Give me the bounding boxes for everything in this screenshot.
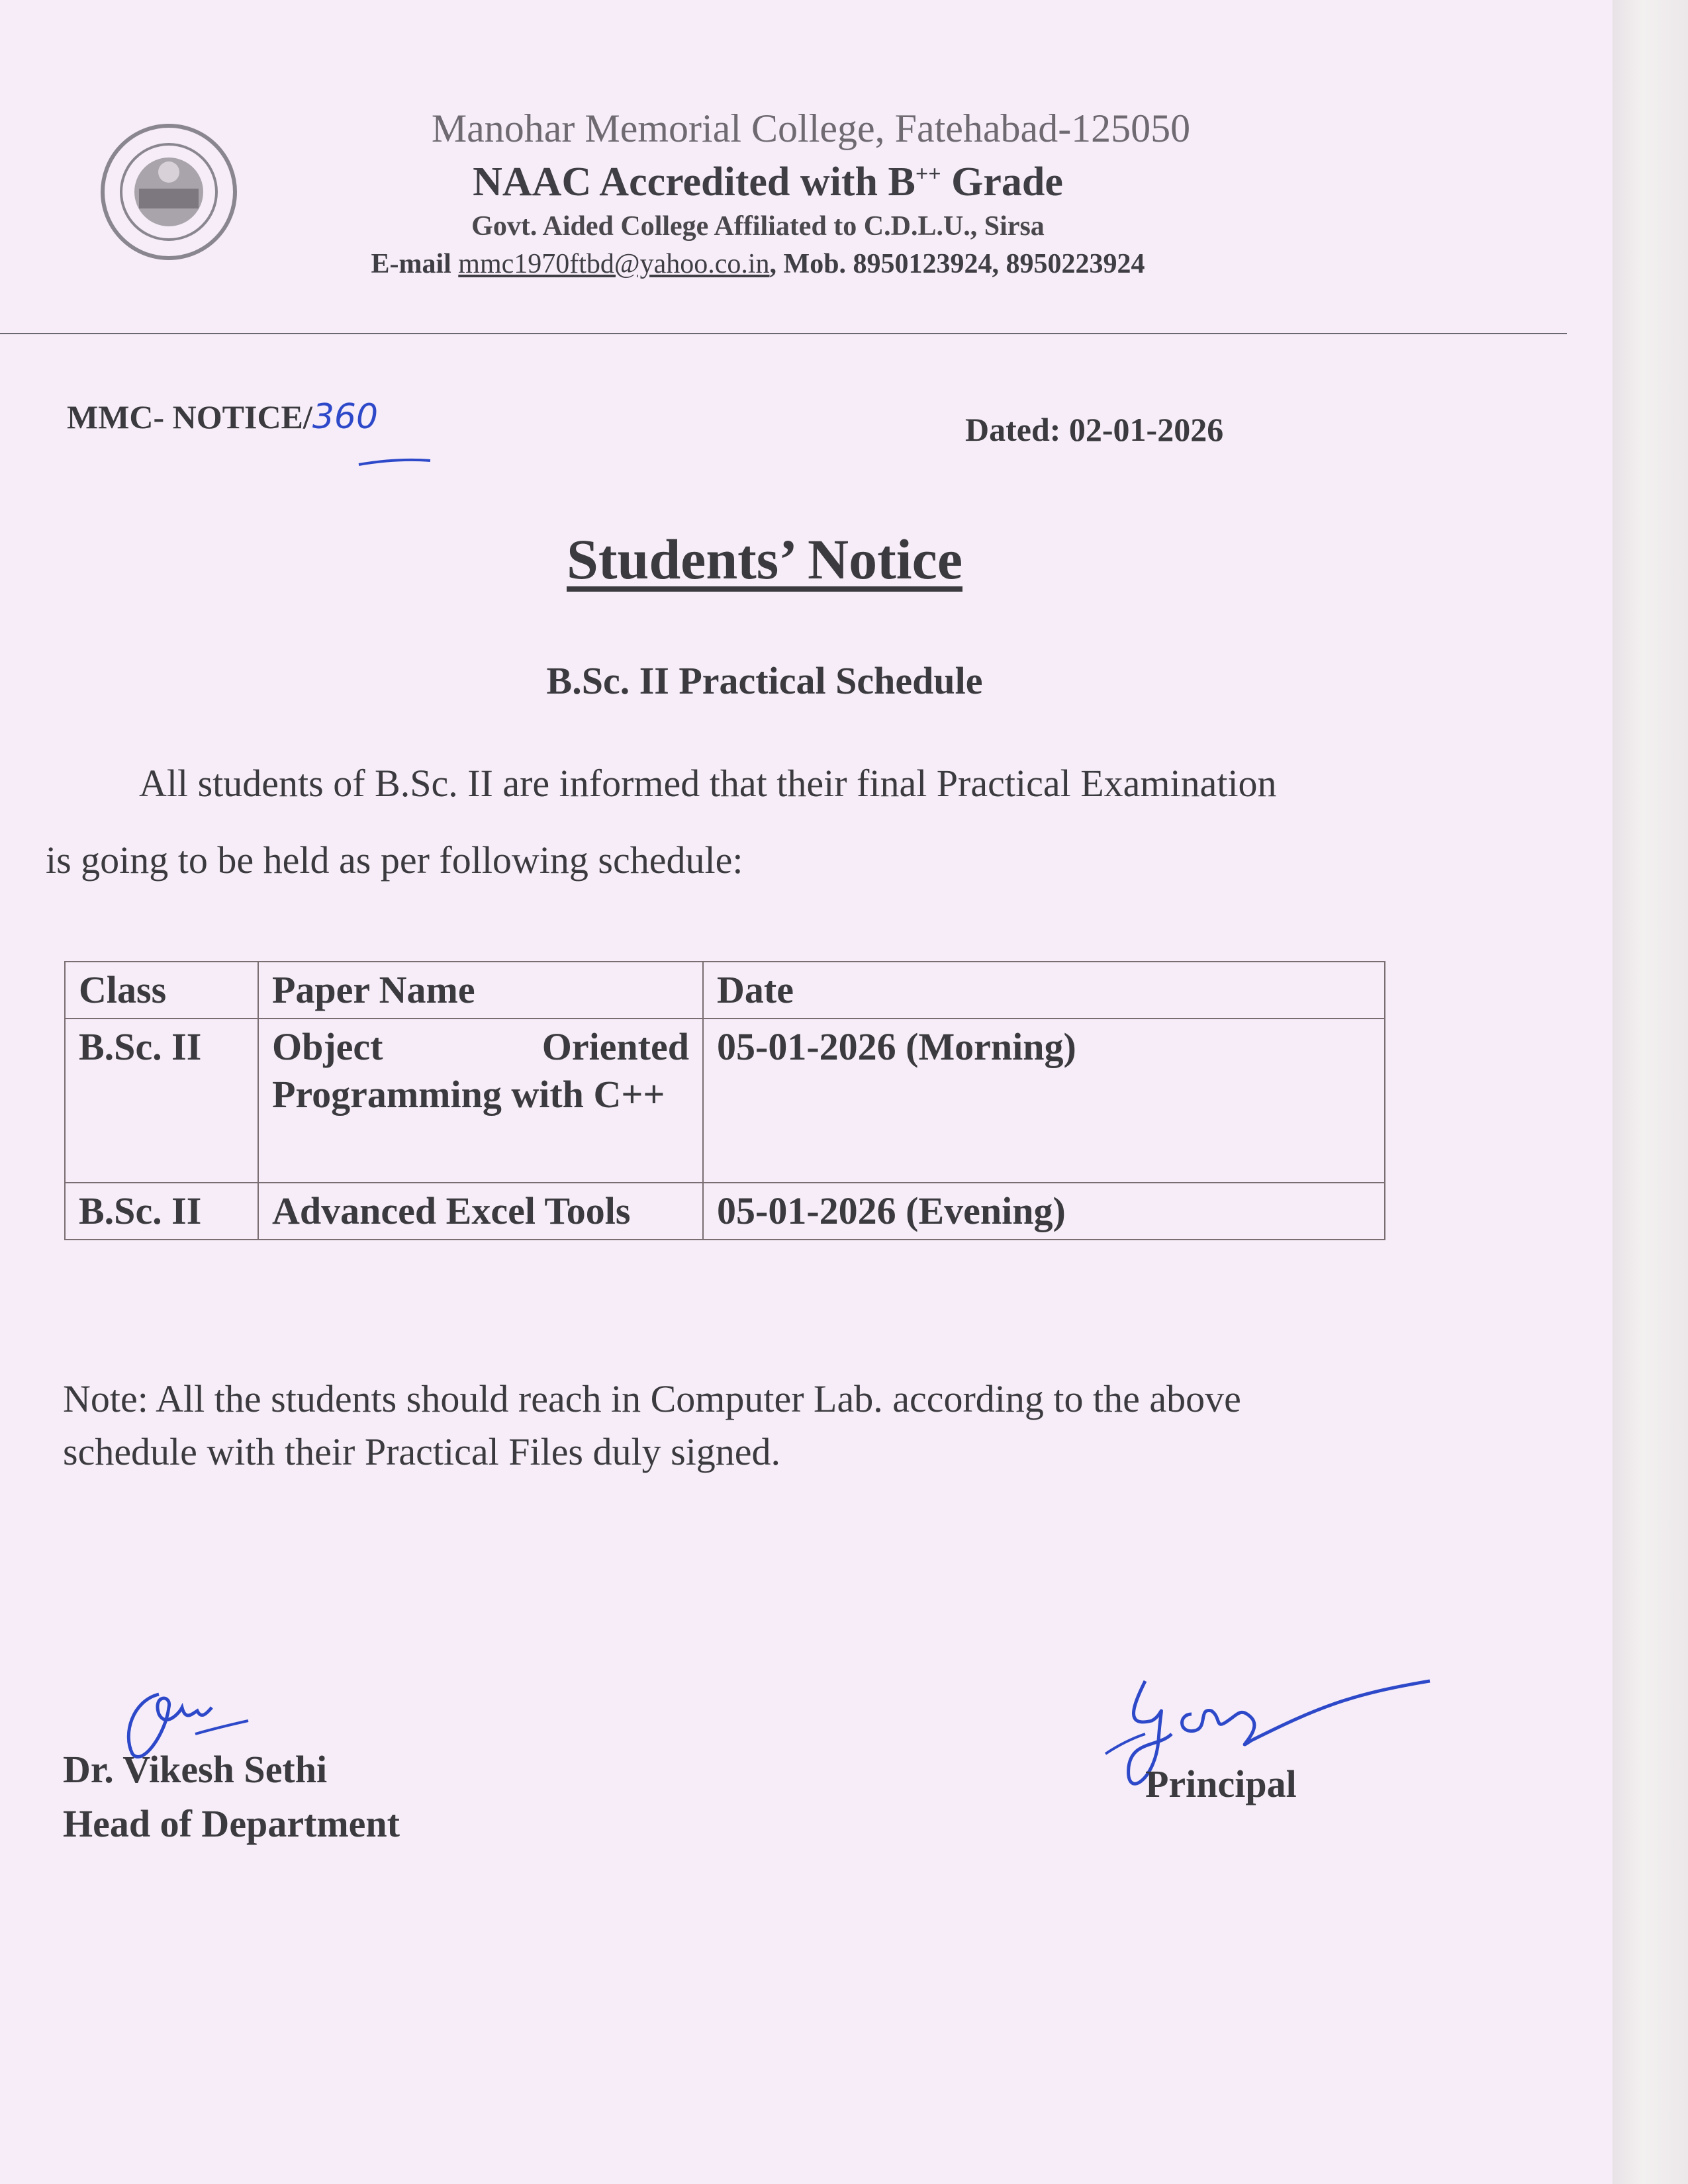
page-edge-shadow bbox=[1613, 0, 1688, 2184]
cell-class: B.Sc. II bbox=[65, 1183, 258, 1240]
page-title: Students’ Notice bbox=[567, 527, 962, 591]
table-row bbox=[65, 1019, 1385, 1183]
affiliation: Govt. Aided College Affiliated to C.D.L.U., Sirsa bbox=[471, 211, 1045, 242]
contact-line bbox=[328, 248, 1188, 280]
note-line-1: Note: All the students should reach in Computer Lab. according to the above bbox=[63, 1377, 1241, 1420]
notice-subtitle: B.Sc. II Practical Schedule bbox=[546, 659, 983, 702]
accreditation-suffix: Grade bbox=[941, 159, 1063, 205]
notice-number-label: MMC- NOTICE/ bbox=[67, 398, 312, 435]
note-line-2: schedule with their Practical Files duly signed. bbox=[63, 1430, 781, 1473]
accreditation-grade-sup: ++ bbox=[915, 161, 941, 187]
header-class: Class bbox=[65, 962, 258, 1019]
cell-paper-name: Object Oriented Programming with C++ bbox=[258, 1019, 703, 1183]
header-divider bbox=[0, 333, 1567, 334]
notice-date: Dated: 02-01-2026 bbox=[965, 411, 1224, 448]
cell-date: 05-01-2026 (Evening) bbox=[703, 1183, 1385, 1240]
email-label: E-mail bbox=[371, 249, 459, 279]
schedule-table bbox=[64, 961, 1385, 1240]
table-header-row bbox=[65, 962, 1385, 1019]
accreditation-prefix: NAAC Accredited with B bbox=[473, 159, 915, 205]
notice-number-underline bbox=[357, 457, 437, 470]
college-name: Manohar Memorial College, Fatehabad-125050 bbox=[431, 107, 1191, 150]
accreditation bbox=[437, 159, 1099, 206]
header-paper-name: Paper Name bbox=[258, 962, 703, 1019]
college-logo bbox=[93, 119, 245, 271]
intro-line-1: All students of B.Sc. II are informed that their final Practical Examination bbox=[139, 762, 1277, 805]
header-date: Date bbox=[703, 962, 1385, 1019]
hod-name: Dr. Vikesh Sethi bbox=[63, 1748, 328, 1791]
principal-title: Principal bbox=[1145, 1762, 1297, 1805]
cell-paper-name: Advanced Excel Tools bbox=[258, 1183, 703, 1240]
hod-title: Head of Department bbox=[63, 1802, 400, 1845]
intro-line-2: is going to be held as per following schedule: bbox=[46, 839, 743, 882]
cell-date: 05-01-2026 (Morning) bbox=[703, 1019, 1385, 1183]
email-link[interactable]: mmc1970ftbd@yahoo.co.in bbox=[458, 249, 770, 279]
cell-class: B.Sc. II bbox=[65, 1019, 258, 1183]
notice-number bbox=[67, 397, 378, 437]
notice-number-handwritten: 360 bbox=[312, 397, 379, 437]
table-row bbox=[65, 1183, 1385, 1240]
mobile-numbers: , Mob. 8950123924, 8950223924 bbox=[769, 249, 1145, 279]
